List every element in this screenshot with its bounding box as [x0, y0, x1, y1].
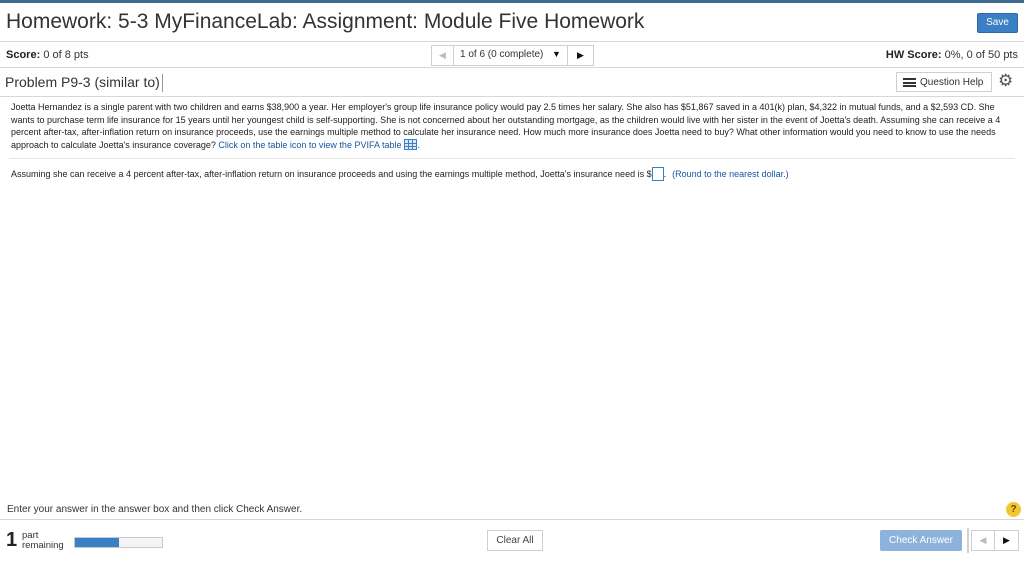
question-line — [11, 167, 789, 181]
table-icon[interactable] — [404, 139, 417, 150]
save-button[interactable]: Save — [977, 13, 1018, 33]
bar-separator — [967, 528, 969, 553]
question-help-label: Question Help — [920, 77, 984, 88]
problem-statement — [11, 101, 1013, 151]
answer-input[interactable] — [652, 167, 664, 181]
content-divider — [9, 158, 1015, 159]
question-suffix: . — [663, 169, 667, 179]
question-navigator — [431, 45, 594, 66]
homework-title: Homework: 5-3 MyFinanceLab: Assignment: Module Five Homework — [6, 10, 645, 33]
pvifa-table-link[interactable]: Click on the table icon to view the PVIFA table — [218, 139, 402, 150]
problem-paragraph: Joetta Hernandez is a single parent with two children and earns $38,900 a year. Her employer's group life insurance policy would pay 2.5 times her salary. She also has $51,867 saved in a 401(k) plan, $4,322 in mutual funds, and a $2,593 CD. She wants to purchase term life insurance for 15 years until her youngest child is self-supporting. She is not concerned about her outstanding mortgage, as the children would live with her sister in the event of Joetta's death. Assuming she can receive a 4 percent after-tax, after-inflation return on insurance proceeds, use the earnings multiple method to calculate her insurance need. How much more insurance does Joetta need to buy? What other information would you need to know to use the needs approach to calculate Joetta's insurance coverage? — [11, 102, 1001, 150]
problem-text — [11, 101, 1013, 151]
question-pager — [971, 530, 1019, 551]
chevron-right-icon: ▶ — [577, 50, 584, 60]
clear-all-button[interactable]: Clear All — [487, 530, 543, 551]
page-header — [0, 3, 1024, 41]
table-link-end: . — [417, 139, 420, 150]
problem-header — [0, 68, 1024, 97]
chevron-left-icon: ◀ — [979, 535, 987, 545]
list-icon — [903, 78, 916, 87]
part-label-line2: remaining — [22, 540, 64, 551]
hw-score-value: 0%, 0 of 50 pts — [944, 49, 1018, 61]
progress-bar — [74, 537, 163, 548]
parts-remaining-count: 1 — [6, 529, 18, 551]
hw-score-label: HW Score: — [885, 49, 942, 61]
score-value: 0 of 8 pts — [43, 49, 89, 61]
question-text: Assuming she can receive a 4 percent after-tax, after-inflation return on insurance proceeds and using the earnings multiple method, Joetta's insurance need is $ — [11, 169, 652, 179]
progress-fill — [75, 538, 119, 547]
chevron-left-icon: ◀ — [439, 50, 446, 60]
help-icon[interactable]: ? — [1006, 502, 1021, 517]
chevron-down-icon[interactable]: ▼ — [552, 49, 561, 59]
gear-icon[interactable]: ⚙ — [998, 71, 1014, 90]
question-help-button[interactable] — [896, 72, 992, 92]
pager-previous-button[interactable] — [972, 531, 995, 550]
question-select[interactable]: 1 of 6 (0 complete) — [460, 49, 544, 60]
pager-next-button[interactable] — [995, 531, 1018, 550]
chevron-right-icon: ▶ — [1003, 535, 1010, 545]
score-display — [6, 49, 89, 61]
score-bar — [0, 41, 1024, 68]
answer-hint: Enter your answer in the answer box and then click Check Answer. — [7, 504, 303, 515]
part-label-line1: part — [22, 530, 39, 541]
next-question-button[interactable] — [567, 46, 593, 65]
check-answer-button[interactable]: Check Answer — [880, 530, 962, 551]
parts-remaining-label — [22, 531, 64, 551]
score-label: Score: — [6, 49, 41, 61]
previous-question-button[interactable] — [432, 46, 454, 65]
problem-title: Problem P9-3 (similar to) — [5, 74, 163, 92]
round-note: (Round to the nearest dollar.) — [672, 169, 789, 179]
bottom-bar — [0, 519, 1024, 562]
hw-score-display — [886, 49, 1018, 61]
